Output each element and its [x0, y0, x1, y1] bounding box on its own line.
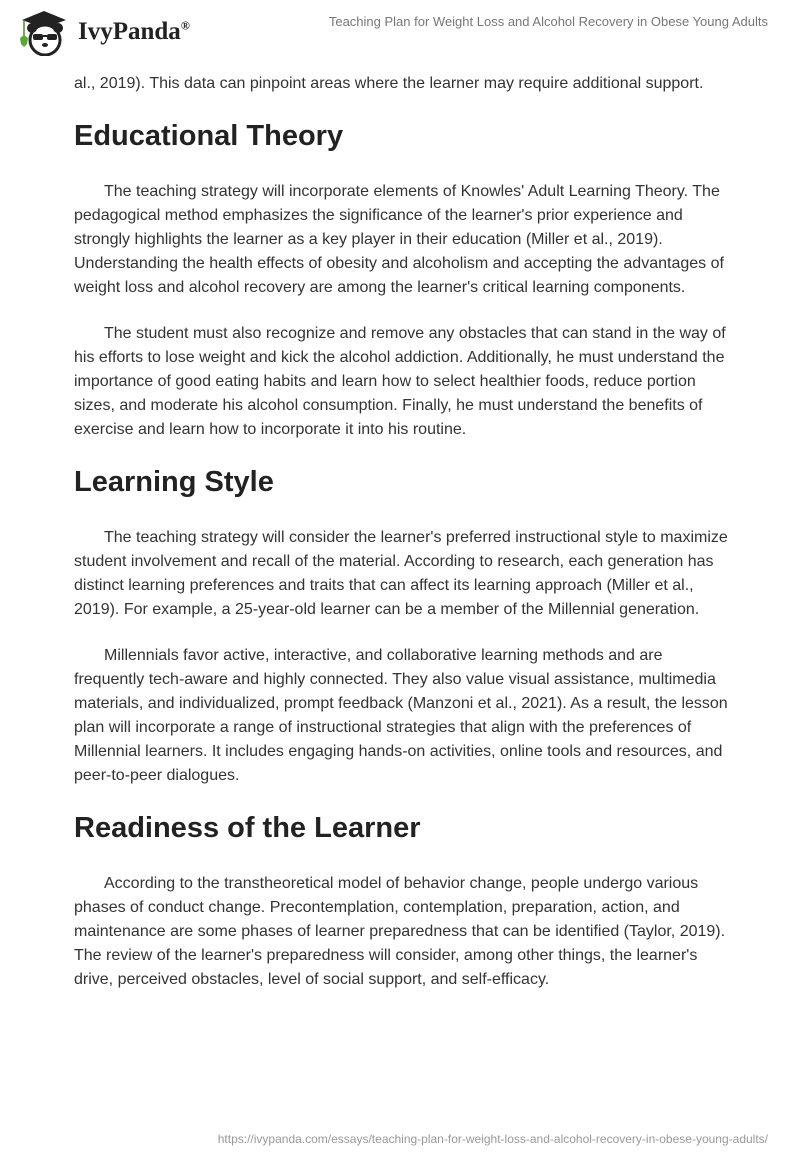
ivypanda-logo[interactable] [18, 8, 190, 56]
paragraph: According to the transtheoretical model of behavior change, people undergo various phases of conduct change. Precontemplation, contemplation, preparation, action, and maintenance are some phases of learner preparedness that can be identified (Taylor, 2019). The review of the learner's preparedness will consider, among other things, the learner's drive, perceived obstacles, level of social support, and self-efficacy. [74, 875, 726, 988]
paragraph: Millennials favor active, interactive, and collaborative learning methods and are frequently tech-aware and highly connected. They also value visual assistance, multimedia materials, and individualized, prompt feedback (Manzoni et al., 2021). As a result, the lesson plan will incorporate a range of instructional strategies that align with the preferences of Millennial learners. It includes engaging hands-on activities, online tools and resources, and peer-to-peer dialogues. [74, 647, 728, 784]
document-title: Teaching Plan for Weight Loss and Alcohol Recovery in Obese Young Adults [328, 14, 768, 29]
intro-paragraph: al., 2019). This data can pinpoint areas where the learner may require additional support. [74, 75, 704, 92]
logo-wordmark: IvyPanda [78, 18, 181, 45]
paragraph: The teaching strategy will consider the learner's preferred instructional style to maximize student involvement and recall of the material. According to research, each generation has distinct learning preferences and traits that can affect its learning approach (Miller et al., 2019). For example, a 25-year-old learner can be a member of the Millennial generation. [74, 529, 728, 618]
paragraph: The student must also recognize and remove any obstacles that can stand in the way of his efforts to lose weight and kick the alcohol addiction. Additionally, he must understand the importance of good eating habits and learn how to select healthier foods, reduce portion sizes, and moderate his alcohol consumption. Finally, he must understand the benefits of exercise and learn how to incorporate it into his routine. [74, 325, 726, 438]
logo-text [78, 18, 190, 46]
panda-graduate-icon [18, 8, 70, 56]
section-heading-educational-theory: Educational Theory [74, 120, 344, 152]
registered-mark: ® [180, 18, 190, 33]
page-header [0, 0, 800, 60]
essay-content [74, 72, 734, 1014]
paragraph: The teaching strategy will incorporate elements of Knowles' Adult Learning Theory. The pedagogical method emphasizes the significance of the learner's prior experience and strongly highlights the learner as a key player in their education (Miller et al., 2019). Understanding the health effects of obesity and alcoholism and accepting the advantages of weight loss and alcohol recovery are among the learner's critical learning components. [74, 183, 724, 296]
source-url[interactable]: https://ivypanda.com/essays/teaching-plan-for-weight-loss-and-alcohol-recovery-in-obese-young-adults/ [217, 1132, 768, 1146]
section-heading-readiness: Readiness of the Learner [74, 812, 421, 844]
section-heading-learning-style: Learning Style [74, 466, 274, 498]
